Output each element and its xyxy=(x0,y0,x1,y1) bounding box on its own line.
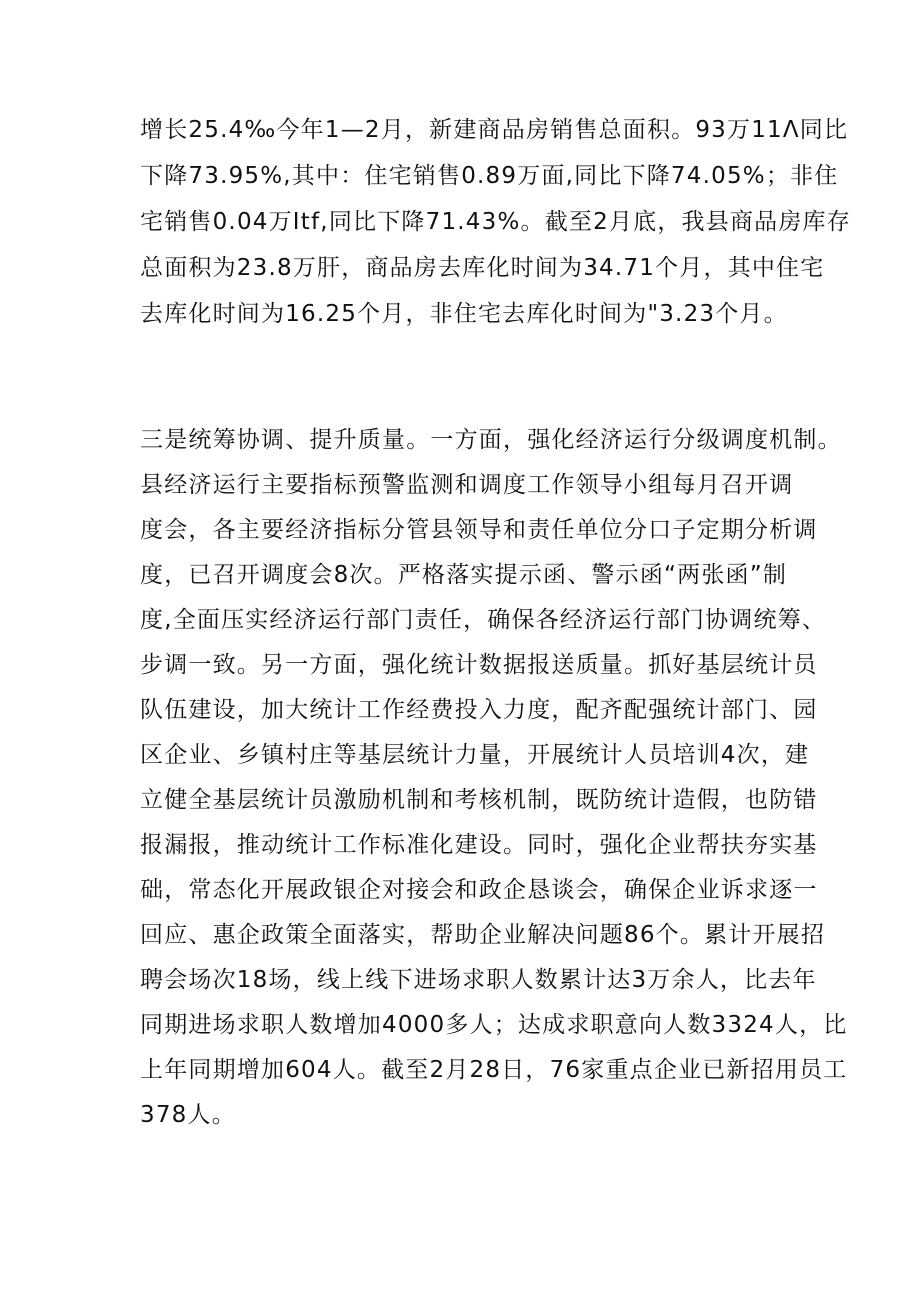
text-line: 区企业、乡镇村庄等基层统计力量，开展统计人员培训4次，建 xyxy=(140,742,810,768)
text-line: 报漏报，推动统计工作标准化建设。同时，强化企业帮扶夯实基 xyxy=(140,832,818,858)
text-line: 总面积为23.8万肝，商品房去库化时间为34.71个月，其中住宅 xyxy=(140,255,825,281)
text-line: 县经济运行主要指标预警监测和调度工作领导小组每月召开调 xyxy=(140,472,794,498)
text-line: 度,全面压实经济运行部门责任，确保各经济运行部门协调统筹、 xyxy=(140,607,827,633)
text-line: 378人。 xyxy=(140,1102,236,1128)
text-line: 度会，各主要经济指标分管县领导和责任单位分口子定期分析调 xyxy=(140,517,818,543)
text-line: 步调一致。另一方面，强化统计数据报送质量。抓好基层统计员 xyxy=(140,652,818,678)
text-line: 下降73.95%,其中：住宅销售0.89万面,同比下降74.05%；非住 xyxy=(140,163,839,189)
text-line: 础，常态化开展政银企对接会和政企恳谈会，确保企业诉求逐一 xyxy=(140,877,818,903)
text-line: 度，已召开调度会8次。严格落实提示函、警示函“两张函”制 xyxy=(140,562,788,588)
text-line: 队伍建设，加大统计工作经费投入力度，配齐配强统计部门、园 xyxy=(140,697,818,723)
text-line: 立健全基层统计员激励机制和考核机制，既防统计造假，也防错 xyxy=(140,787,818,813)
text-line: 增长25.4‰今年1—2月，新建商品房销售总面积。93万11Λ同比 xyxy=(140,117,849,143)
text-line: 聘会场次18场，线上线下进场求职人数累计达3万余人，比去年 xyxy=(140,967,817,993)
text-line: 回应、惠企政策全面落实，帮助企业解决问题86个。累计开展招 xyxy=(140,922,826,948)
text-line: 宅销售0.04万Itf,同比下降71.43%。截至2月底，我县商品房库存 xyxy=(140,209,851,235)
text-line: 上年同期增加604人。截至2月28日，76家重点企业已新招用员工 xyxy=(140,1057,848,1083)
text-line: 同期进场求职人数增加4000多人；达成求职意向人数3324人，比 xyxy=(140,1012,848,1038)
text-line: 去库化时间为16.25个月，非住宅去库化时间为"3.23个月。 xyxy=(140,301,788,327)
text-line: 三是统筹协调、提升质量。一方面，强化经济运行分级调度机制。 xyxy=(140,427,842,453)
